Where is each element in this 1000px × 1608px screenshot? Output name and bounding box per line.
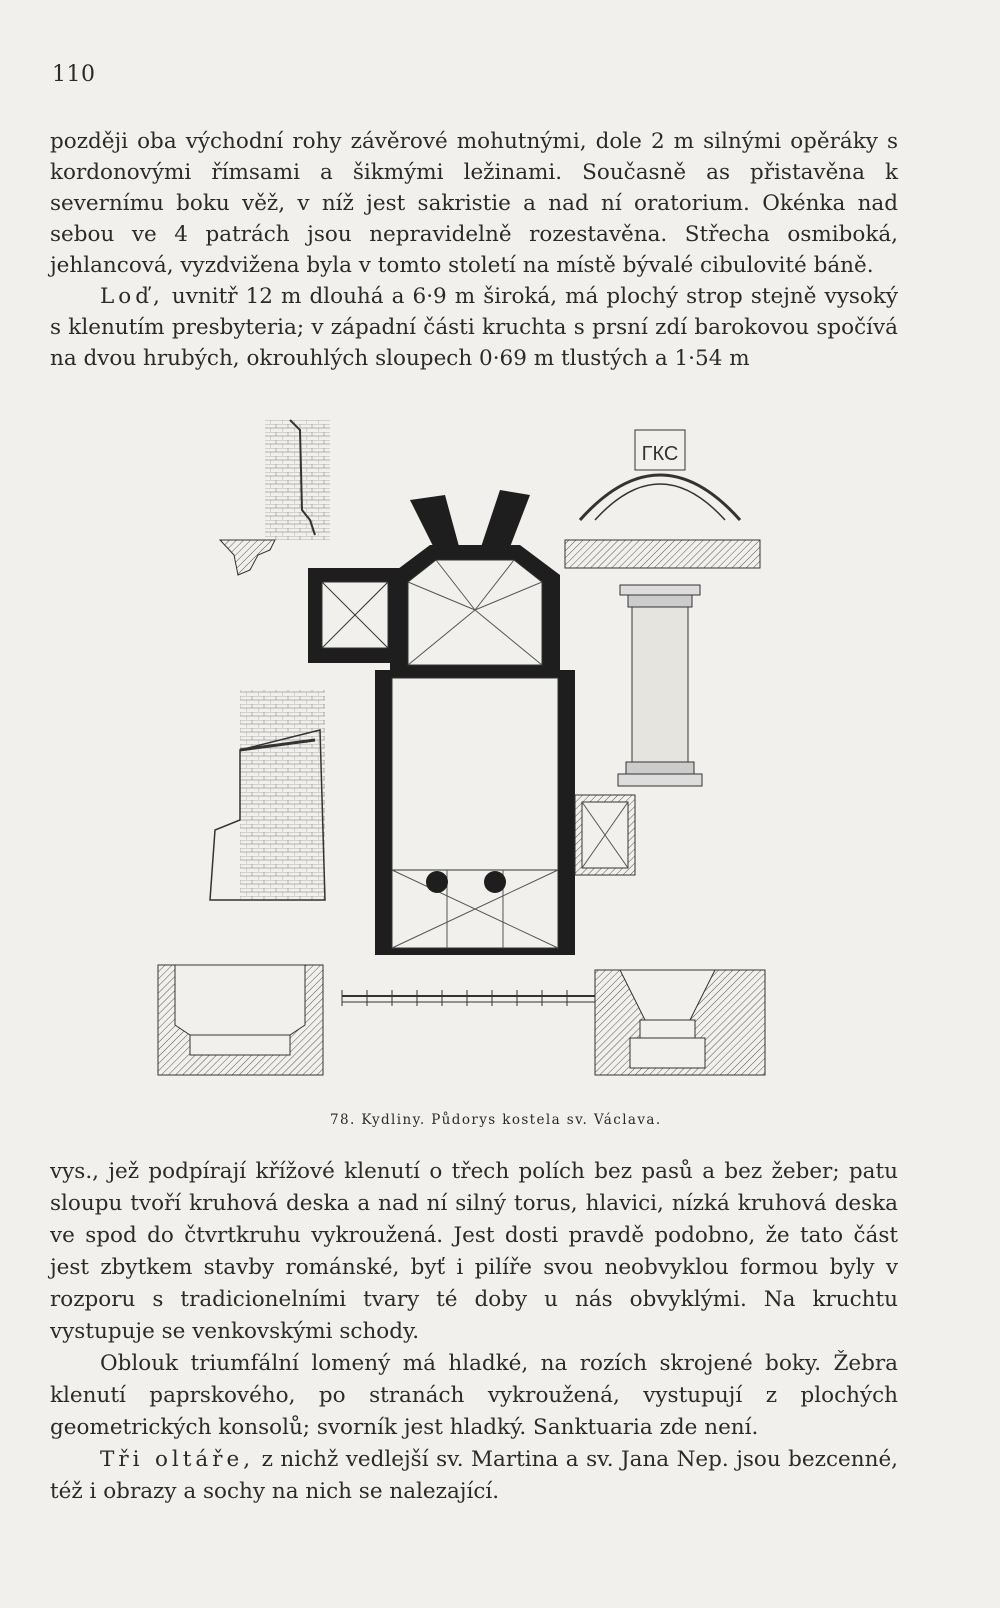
paragraph: Oblouk triumfální lomený má hladké, na rozích skrojené boky. Žebra klenutí paprskového, po stranách vykroužená, vystupují z plochých geometrických konsolů; svorník jest hladký. Sanktuaria zde není. bbox=[50, 1351, 898, 1440]
scale-bar bbox=[342, 990, 595, 1006]
paragraph-text: uvnitř 12 m dlouhá a 6·9 m široká, má plochý strop stejně vysoký s klenutím presbyteria; v západní části kruchta s prsní zdí barokovou spočívá na dvou hrubých, okrouhlých sloupech 0·69 m tlustých a 1·54 m bbox=[50, 284, 898, 371]
keystone-inscription: ГКС bbox=[641, 443, 679, 465]
cornice-detail bbox=[565, 540, 760, 568]
paragraph-lead: Tři oltáře, bbox=[100, 1447, 255, 1472]
base-profile-left bbox=[158, 965, 323, 1075]
text-block-bottom bbox=[50, 1156, 898, 1508]
keystone-arch bbox=[580, 430, 740, 520]
paragraph-lead: Loď, bbox=[100, 284, 164, 309]
floor-plan-figure bbox=[150, 400, 790, 1090]
paragraph-text: z nichž vedlejší sv. Martina a sv. Jana Nep. jsou bezcenné, též i obrazy a sochy na nich se nalezající. bbox=[50, 1447, 898, 1504]
figure-caption: 78. Kydliny. Půdorys kostela sv. Václava. bbox=[330, 1112, 662, 1128]
buttress-detail bbox=[210, 690, 325, 900]
floor-plan-drawing bbox=[150, 400, 790, 1090]
paragraph: později oba východní rohy závěrové mohutnými, dole 2 m silnými opěráky s kordonovými římsami a šikmými ležinami. Současně as přistavěna k severnímu boku věž, v níž jest sakristie a nad ní oratorium. Okénka nad sebou ve 4 patrách jsou nepravidelně rozestavěna. Střecha osmiboká, jehlancová, vyzdvižena byla v tomto století na místě bývalé cibulovité báně. bbox=[50, 129, 898, 278]
paragraph: vys., jež podpírají křížové klenutí o třech polích bez pasů a bez žeber; patu sloupu tvoří kruhová deska a nad ní silný torus, hlavici, nízká kruhová deska ve spod do čtvrtkruhu vykroužená. Jest dosti pravdě podobno, že tato část jest zbytkem stavby románské, byť i pilíře svou neobvyklou formou byly v rozporu s tradicionelními tvary té doby u nás obvyklými. Na kruchtu vystupuje se venkovskými schody. bbox=[50, 1159, 898, 1344]
bracket-detail bbox=[220, 420, 330, 575]
base-profile-right bbox=[595, 970, 765, 1075]
text-block-top bbox=[50, 126, 898, 374]
page-number: 110 bbox=[52, 62, 96, 87]
paragraph bbox=[50, 1444, 898, 1508]
paragraph bbox=[50, 281, 898, 374]
column-detail bbox=[618, 585, 702, 786]
